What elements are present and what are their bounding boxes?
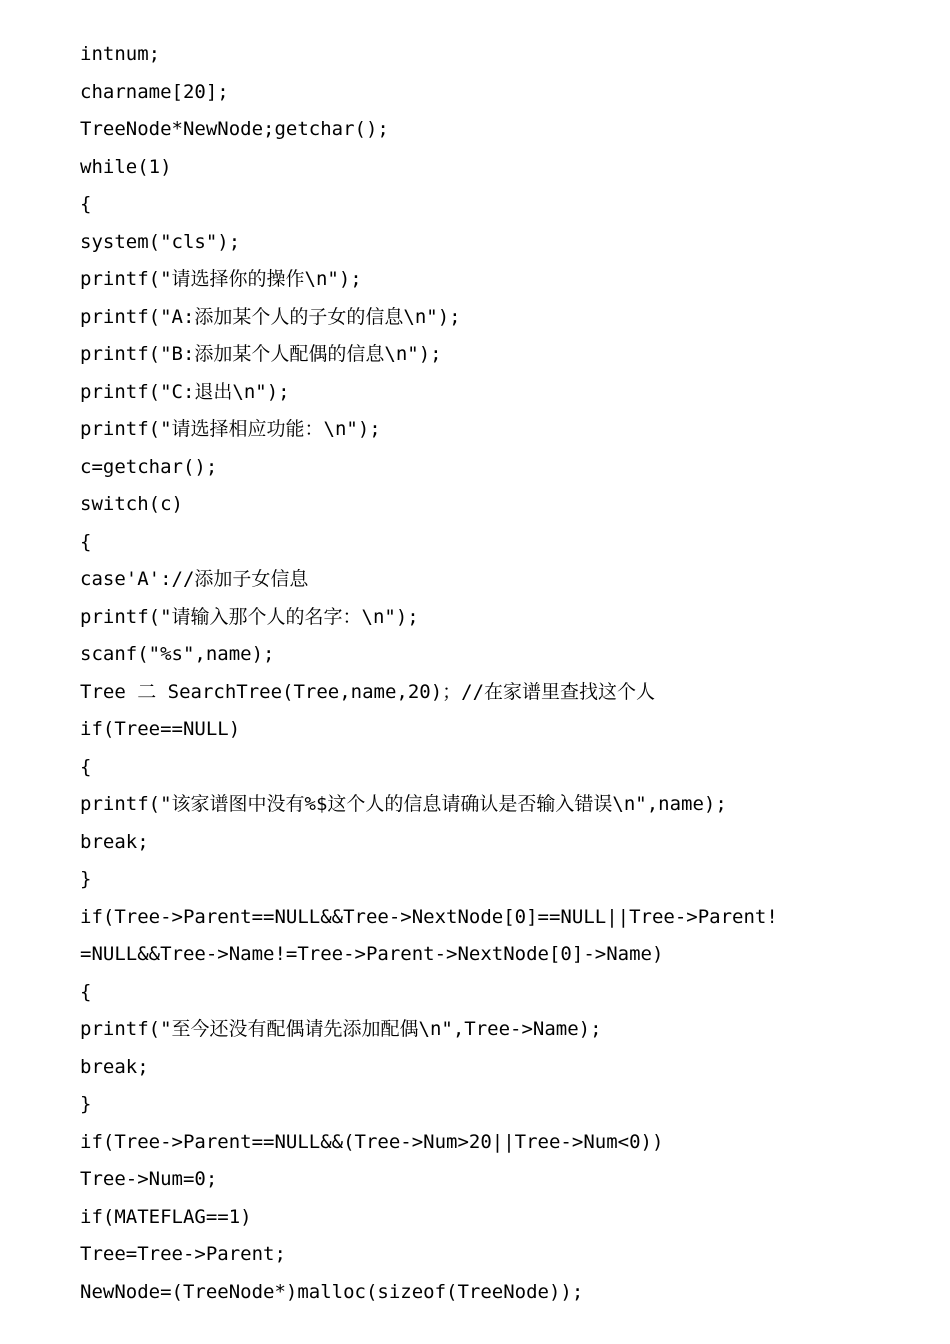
code-line: if(Tree->Parent==NULL&&(Tree->Num>20||Tree->Num<0)) [80,1130,664,1153]
code-line: case'A'://添加子女信息 [80,568,309,590]
code-line: printf("A:添加某个人的子女的信息\n"); [80,305,461,328]
code-line: if(Tree->Parent==NULL&&Tree->NextNode[0]==NULL||Tree->Parent! [80,905,778,928]
code-line: NewNode=(TreeNode*)malloc(sizeof(TreeNode)); [80,1280,584,1303]
code-line: Tree=Tree->Parent; [80,1243,286,1265]
code-line: Tree 二 SearchTree(Tree,name,20)；//在家谱里查找这个人 [80,680,656,703]
code-line: { [80,980,92,1003]
code-line: printf("B:添加某个人配偶的信息\n"); [80,343,442,365]
code-line: c=getchar(); [80,455,218,478]
code-line: break; [80,1055,149,1078]
code-line: { [80,755,92,778]
code-line: Tree->Num=0; [80,1168,218,1190]
code-line: printf("请选择你的操作\n"); [80,268,362,290]
code-line: =NULL&&Tree->Name!=Tree->Parent->NextNode[0]->Name) [80,943,664,965]
code-line: printf("至今还没有配偶请先添加配偶\n",Tree->Name); [80,1018,602,1040]
code-line: { [80,193,92,215]
code-line: } [80,868,92,890]
code-line: printf("请输入那个人的名字：\n"); [80,605,419,628]
code-line: printf("请选择相应功能：\n"); [80,418,381,440]
code-line: if(MATEFLAG==1) [80,1205,252,1228]
code-line: } [80,1093,92,1115]
code-line: intnum; [80,43,161,65]
code-line: break; [80,830,149,853]
code-line: printf("该家谱图中没有%$这个人的信息请确认是否输入错误\n",name); [80,793,727,815]
code-line: while(1) [80,155,172,178]
code-listing [80,36,920,1311]
code-line: charname[20]; [80,80,229,103]
code-line: switch(c) [80,493,183,515]
code-line: TreeNode*NewNode;getchar(); [80,118,389,140]
code-line: printf("C:退出\n"); [80,380,290,403]
code-line: system("cls"); [80,230,241,253]
code-line: { [80,530,92,553]
code-line: scanf("%s",name); [80,643,275,665]
code-line: if(Tree==NULL) [80,718,241,740]
